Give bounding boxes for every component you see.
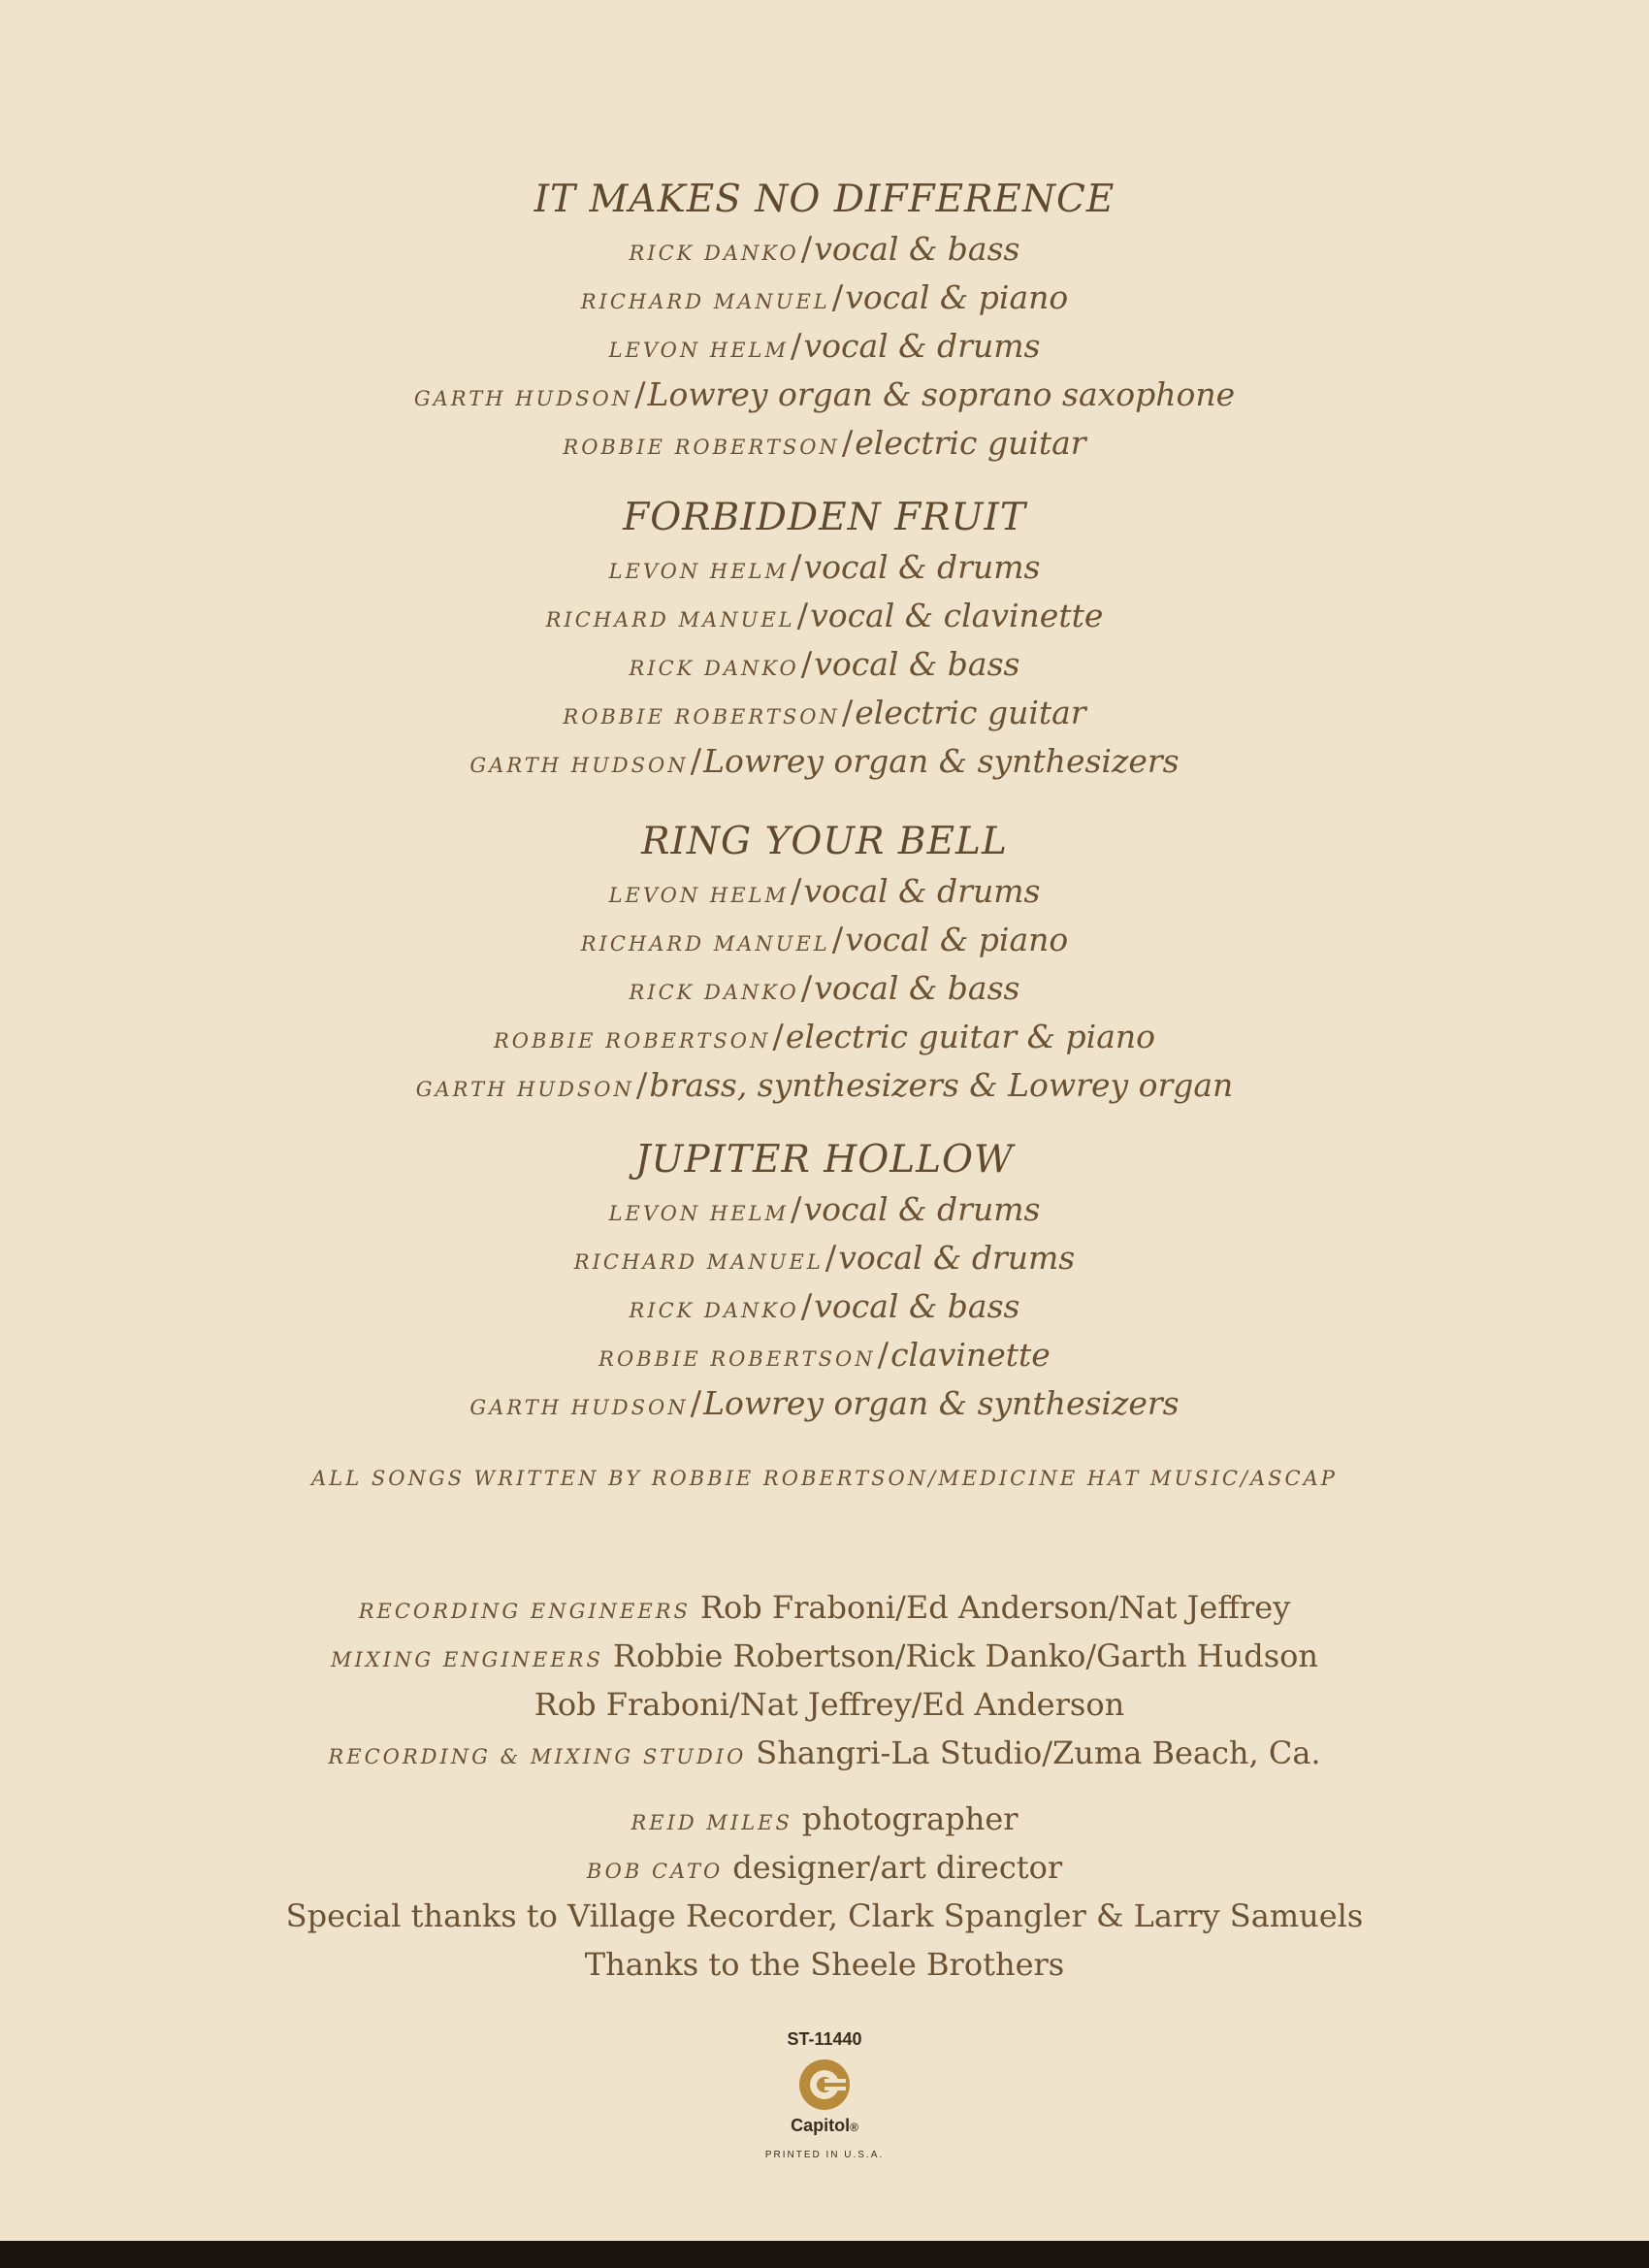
recording-engineers-label: RECORDING ENGINEERS [358, 1600, 691, 1623]
separator: / [841, 424, 854, 463]
photographer-name: REID MILES [630, 1811, 792, 1834]
studio-value: Shangri-La Studio/Zuma Beach, Ca. [756, 1734, 1321, 1771]
credit-line [0, 964, 1649, 1013]
credit-line [0, 737, 1649, 786]
mixing-engineers-cont-value: Rob Fraboni/Nat Jeffrey/Ed Anderson [534, 1686, 1125, 1723]
studio-label: RECORDING & MIXING STUDIO [328, 1745, 747, 1768]
musician-name: RICHARD MANUEL [545, 608, 795, 632]
credit-line [0, 916, 1649, 964]
credit-line [0, 592, 1649, 640]
musician-name: RICHARD MANUEL [580, 290, 830, 313]
separator: / [690, 1384, 702, 1423]
separator: / [800, 1287, 813, 1326]
label-block [0, 2029, 1649, 2160]
separator: / [635, 1066, 648, 1105]
separator: / [791, 872, 802, 911]
logo-text: Capitol [791, 2116, 851, 2135]
special-thanks: Special thanks to Village Recorder, Clark Spangler & Larry Samuels [285, 1897, 1364, 1934]
instrument-role: vocal & piano [845, 921, 1069, 958]
musician-name: RICHARD MANUEL [573, 1250, 824, 1274]
designer-name: BOB CATO [586, 1860, 724, 1883]
designer-line [0, 1843, 1649, 1892]
instrument-role: vocal & bass [814, 230, 1020, 268]
song-block-3 [0, 817, 1649, 1110]
instrument-role: vocal & bass [814, 645, 1020, 683]
art-credits [0, 1795, 1649, 1989]
separator: / [800, 969, 813, 1008]
mixing-engineers-cont-line [0, 1680, 1649, 1729]
musician-name: ROBBIE ROBERTSON [563, 436, 840, 459]
credit-line [0, 1185, 1649, 1234]
songwriting-credit [0, 1467, 1649, 1490]
instrument-role: brass, synthesizers & Lowrey organ [649, 1066, 1234, 1104]
musician-name: LEVON HELM [608, 884, 789, 907]
musician-name: GARTH HUDSON [469, 754, 689, 777]
thanks: Thanks to the Sheele Brothers [584, 1946, 1065, 1983]
separator: / [831, 278, 844, 317]
instrument-role: electric guitar & piano [785, 1018, 1156, 1055]
separator: / [800, 230, 813, 269]
photographer-role: photographer [801, 1800, 1018, 1837]
instrument-role: electric guitar [855, 424, 1086, 462]
separator: / [800, 645, 813, 684]
separator: / [690, 742, 702, 781]
credit-line [0, 867, 1649, 916]
credit-line [0, 419, 1649, 468]
musician-name: LEVON HELM [608, 339, 789, 362]
song-title: IT MAKES NO DIFFERENCE [534, 178, 1116, 221]
logo-wordmark [0, 2116, 1649, 2136]
musician-name: ROBBIE ROBERTSON [598, 1347, 876, 1371]
instrument-role: clavinette [890, 1336, 1051, 1374]
studio-line [0, 1729, 1649, 1777]
separator: / [831, 921, 844, 959]
credit-line [0, 543, 1649, 592]
mixing-engineers-line [0, 1632, 1649, 1680]
registered-mark: ® [850, 2121, 858, 2134]
instrument-role: Lowrey organ & synthesizers [703, 742, 1180, 780]
capitol-logo [791, 2057, 858, 2122]
credit-line [0, 689, 1649, 737]
credit-line [0, 1061, 1649, 1110]
mixing-engineers-label: MIXING ENGINEERS [330, 1648, 603, 1671]
credit-line [0, 1282, 1649, 1331]
musician-name: ROBBIE ROBERTSON [493, 1029, 771, 1053]
separator: / [791, 327, 802, 366]
instrument-role: Lowrey organ & soprano saxophone [647, 375, 1236, 413]
instrument-role: vocal & drums [803, 548, 1041, 586]
credit-line [0, 322, 1649, 371]
instrument-role: vocal & drums [803, 1190, 1041, 1228]
instrument-role: vocal & piano [845, 278, 1069, 316]
credit-line [0, 371, 1649, 419]
production-credits [0, 1583, 1649, 1777]
catalog-number: ST-11440 [787, 2029, 862, 2049]
musician-name: GARTH HUDSON [415, 1078, 634, 1101]
designer-role: designer/art director [732, 1849, 1063, 1886]
credit-line [0, 274, 1649, 322]
instrument-role: vocal & clavinette [810, 597, 1104, 634]
separator: / [791, 1190, 802, 1229]
instrument-role: electric guitar [855, 694, 1086, 731]
musician-name: LEVON HELM [608, 1202, 789, 1225]
separator: / [772, 1018, 784, 1056]
song-block-1 [0, 175, 1649, 468]
musician-name: GARTH HUDSON [413, 387, 633, 410]
photographer-line [0, 1795, 1649, 1843]
instrument-role: vocal & drums [803, 872, 1041, 910]
musician-name: RICK DANKO [629, 981, 799, 1004]
song-title: FORBIDDEN FRUIT [623, 496, 1026, 539]
instrument-role: Lowrey organ & synthesizers [703, 1384, 1180, 1422]
credit-line [0, 1379, 1649, 1428]
credit-line [0, 1234, 1649, 1282]
credit-line [0, 225, 1649, 274]
separator: / [841, 694, 854, 732]
mixing-engineers-value: Robbie Robertson/Rick Danko/Garth Hudson [612, 1637, 1319, 1674]
credit-line [0, 1331, 1649, 1379]
musician-name: RICHARD MANUEL [580, 932, 830, 956]
instrument-role: vocal & drums [838, 1239, 1076, 1277]
musician-name: RICK DANKO [629, 657, 799, 680]
credit-line [0, 1013, 1649, 1061]
separator: / [791, 548, 802, 587]
song-title: RING YOUR BELL [641, 820, 1008, 863]
song-block-4 [0, 1135, 1649, 1428]
printed-in: PRINTED IN U.S.A. [764, 2150, 885, 2160]
musician-name: LEVON HELM [608, 560, 789, 583]
song-title: JUPITER HOLLOW [634, 1138, 1015, 1182]
recording-engineers-line [0, 1583, 1649, 1632]
song-block-2 [0, 493, 1649, 786]
separator: / [877, 1336, 889, 1375]
musician-name: ROBBIE ROBERTSON [563, 705, 840, 729]
bottom-edge [0, 2241, 1649, 2268]
separator: / [634, 375, 646, 414]
musician-name: RICK DANKO [629, 242, 799, 265]
separator: / [824, 1239, 837, 1278]
credit-line [0, 640, 1649, 689]
songwriting-text: ALL SONGS WRITTEN BY ROBBIE ROBERTSON/MEDICINE HAT MUSIC/ASCAP [311, 1467, 1338, 1490]
instrument-role: vocal & bass [814, 1287, 1020, 1325]
instrument-role: vocal & bass [814, 969, 1020, 1007]
capitol-dome-icon [791, 2057, 858, 2118]
recording-engineers-value: Rob Fraboni/Ed Anderson/Nat Jeffrey [699, 1589, 1291, 1626]
instrument-role: vocal & drums [803, 327, 1041, 365]
musician-name: GARTH HUDSON [469, 1396, 689, 1419]
separator: / [796, 597, 809, 635]
musician-name: RICK DANKO [629, 1299, 799, 1322]
